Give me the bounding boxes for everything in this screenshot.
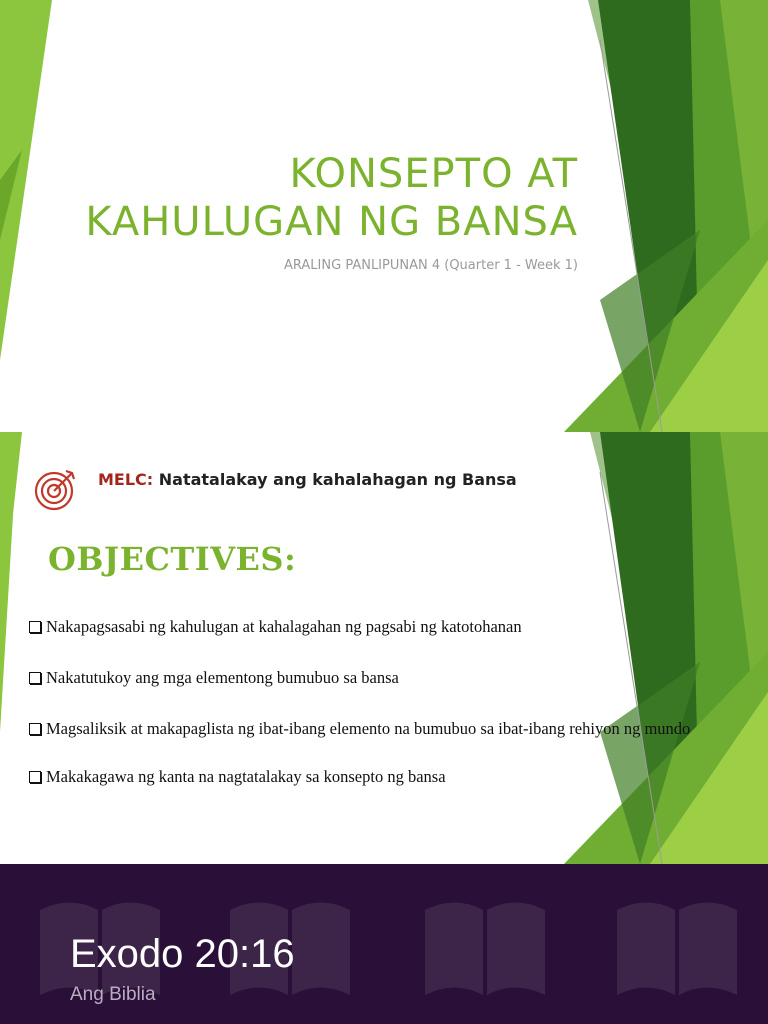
title-slide [0,0,768,432]
objectives-list [28,615,733,816]
list-item: Makakagawa ng kanta na nagtatalakay sa konsepto ng bansa [28,765,733,788]
slide-title-line-1: KONSEPTO AT [289,151,578,197]
list-item: Nakapagsasabi ng kahulugan at kahalagahan ng pagsabi ng katotohanan [28,615,733,638]
open-book-icon [612,890,742,1000]
verse-source: Ang Biblia [70,984,156,1005]
slide-subtitle: ARALING PANLIPUNAN 4 (Quarter 1 - Week 1) [284,258,578,273]
melc-statement [98,470,517,489]
objectives-heading: OBJECTIVES: [48,540,297,578]
melc-label: MELC: [98,470,154,489]
objectives-slide [0,432,768,864]
verse-title: Exodo 20:16 [70,932,295,976]
slide-title-line-2: KAHULUGAN NG BANSA [85,199,578,245]
slide-title [58,150,578,246]
footer-banner [0,864,768,1024]
list-item: Nakatutukoy ang mga elementong bumubuo sa bansa [28,666,733,689]
target-icon [34,467,78,511]
list-item: Magsaliksik at makapaglista ng ibat-ibang elemento na bumubuo sa ibat-ibang rehiyon ng mundo [28,717,733,740]
melc-text: Natatalakay ang kahalahagan ng Bansa [158,470,517,489]
open-book-icon [420,890,550,1000]
